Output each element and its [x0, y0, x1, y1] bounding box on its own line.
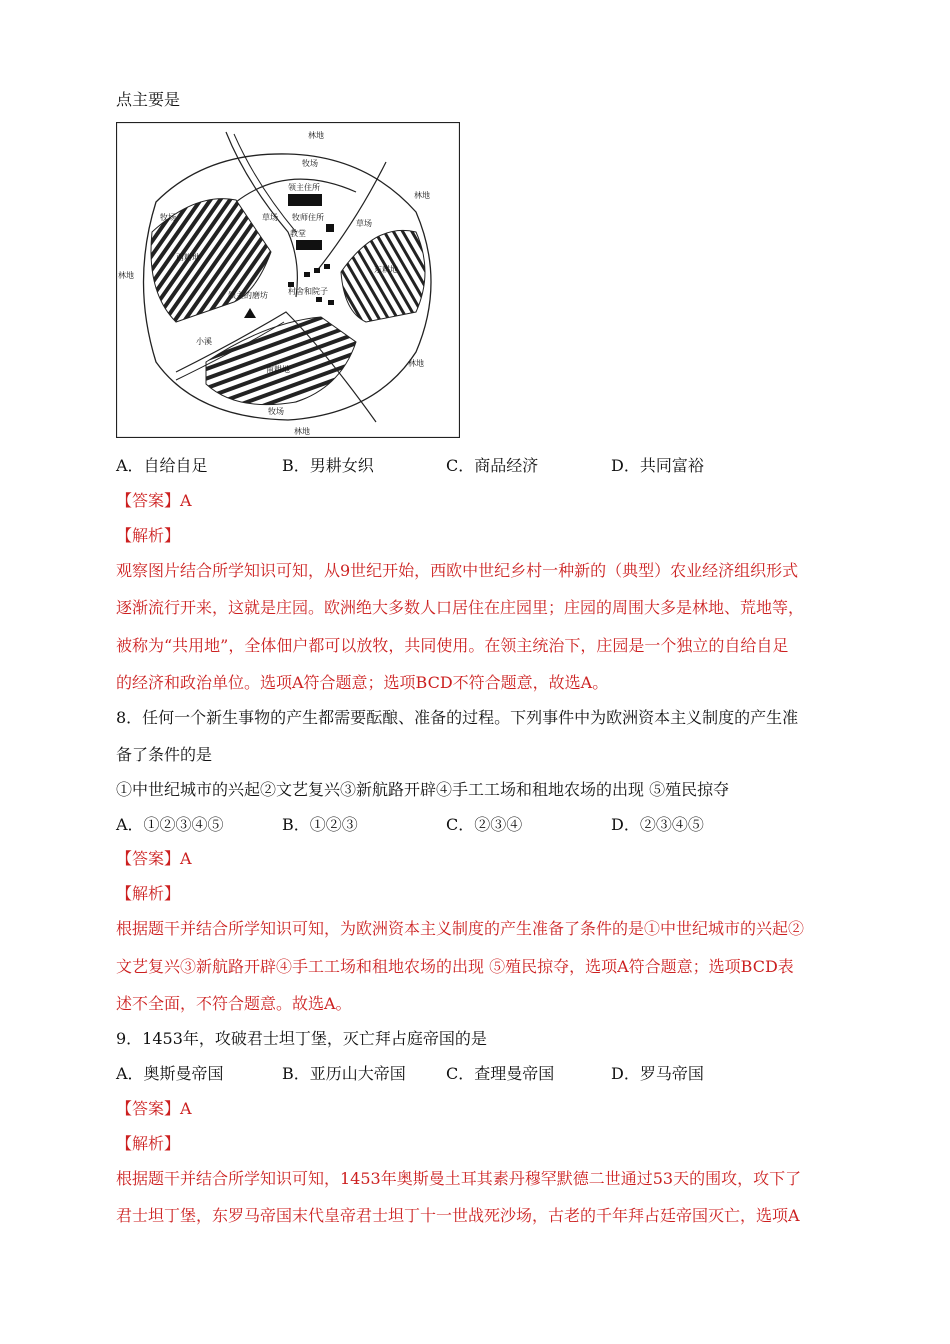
map-label: 牧场 — [302, 159, 318, 168]
q9-analysis-title: 【解析】 — [116, 1134, 181, 1153]
q7-option-c: C．商品经济 — [446, 456, 539, 475]
q8-stem-line: 备了条件的是 — [116, 745, 213, 764]
map-label: 林地 — [118, 271, 134, 280]
q8-stem-line: 8．任何一个新生事物的产生都需要酝酿、准备的过程。下列事件中为欧洲资本主义制度的产生准 — [116, 708, 799, 727]
map-label: 牧场 — [268, 407, 284, 416]
q8-option-d: D．②③④⑤ — [611, 815, 704, 834]
q7-analysis-line: 被称为“共用地”，全体佃户都可以放牧，共同使用。在领主统治下，庄园是一个独立的自给自足 — [116, 636, 789, 655]
q9-option-d: D．罗马帝国 — [611, 1064, 704, 1083]
q8-analysis-line: 述不全面，不符合题意。故选A。 — [116, 994, 352, 1013]
cottage — [314, 268, 320, 273]
manor-map — [116, 122, 460, 438]
q8-analysis-title: 【解析】 — [116, 884, 181, 903]
q7-option-a: A．自给自足 — [116, 456, 208, 475]
map-label: 西耕地 — [176, 253, 200, 262]
q9-option-a: A．奥斯曼帝国 — [116, 1064, 224, 1083]
map-label: 草场 — [262, 213, 278, 222]
lord-residence-building — [288, 194, 322, 206]
q9-stem: 9．1453年，攻破君士坦丁堡，灭亡拜占庭帝国的是 — [116, 1029, 487, 1048]
q7-analysis-line: 观察图片结合所学知识可知，从9世纪开始，西欧中世纪乡村一种新的（典型）农业经济组织形式 — [116, 561, 799, 580]
q8-option-b: B．①②③ — [282, 815, 358, 834]
q8-analysis-line: 文艺复兴③新航路开辟④手工工场和租地农场的出现 ⑤殖民掠夺，选项A符合题意；选项BCD表 — [116, 957, 794, 976]
map-label: 村舍和院子 — [288, 287, 328, 296]
map-label: 林地 — [294, 427, 310, 436]
map-label: 教堂 — [290, 229, 306, 238]
q9-analysis-line: 根据题干并结合所学知识可知，1453年奥斯曼土耳其素丹穆罕默德二世通过53天的围攻，攻下了 — [116, 1169, 802, 1188]
map-label: 草场 — [356, 219, 372, 228]
q9-option-b: B．亚历山大帝国 — [282, 1064, 406, 1083]
map-label: 小溪 — [196, 337, 212, 346]
cottage — [316, 297, 322, 302]
q8-answer: 【答案】A — [116, 849, 192, 868]
q7-answer: 【答案】A — [116, 491, 192, 510]
q7-analysis-line: 的经济和政治单位。选项A符合题意；选项BCD不符合题意，故选A。 — [116, 673, 609, 692]
map-label: 牧师住所 — [292, 213, 324, 222]
q7-analysis-title: 【解析】 — [116, 526, 181, 545]
map-label: 东耕地 — [374, 265, 398, 274]
q8-option-c: C．②③④ — [446, 815, 523, 834]
q8-option-a: A．①②③④⑤ — [116, 815, 224, 834]
q9-answer: 【答案】A — [116, 1099, 192, 1118]
q7-analysis-line: 逐渐流行开来，这就是庄园。欧洲绝大多数人口居住在庄园里；庄园的周围大多是林地、荒地等， — [116, 598, 805, 617]
map-label: 领主住所 — [288, 183, 320, 192]
map-label: 领主的磨坊 — [228, 291, 268, 300]
q7-option-d: D．共同富裕 — [611, 456, 704, 475]
cottage — [328, 300, 334, 305]
map-label: 林地 — [414, 191, 430, 200]
question-intro-text: 点主要是 — [116, 90, 181, 109]
q7-option-b: B．男耕女织 — [282, 456, 374, 475]
church-building — [296, 240, 322, 250]
q9-analysis-line: 君士坦丁堡，东罗马帝国末代皇帝君士坦丁十一世战死沙场，古老的千年拜占廷帝国灭亡，选项A — [116, 1206, 800, 1225]
q8-items: ①中世纪城市的兴起②文艺复兴③新航路开辟④手工工场和租地农场的出现 ⑤殖民掠夺 — [116, 780, 730, 799]
map-label: 林地 — [308, 131, 324, 140]
pastor-house — [326, 224, 334, 232]
cottage — [324, 264, 330, 269]
q9-option-c: C．查理曼帝国 — [446, 1064, 555, 1083]
map-label: 牧场 — [160, 213, 176, 222]
cottage — [304, 272, 310, 277]
map-label: 林地 — [408, 359, 424, 368]
q8-analysis-line: 根据题干并结合所学知识可知，为欧洲资本主义制度的产生准备了条件的是①中世纪城市的兴起② — [116, 919, 805, 938]
map-label: 南耕地 — [266, 365, 290, 374]
